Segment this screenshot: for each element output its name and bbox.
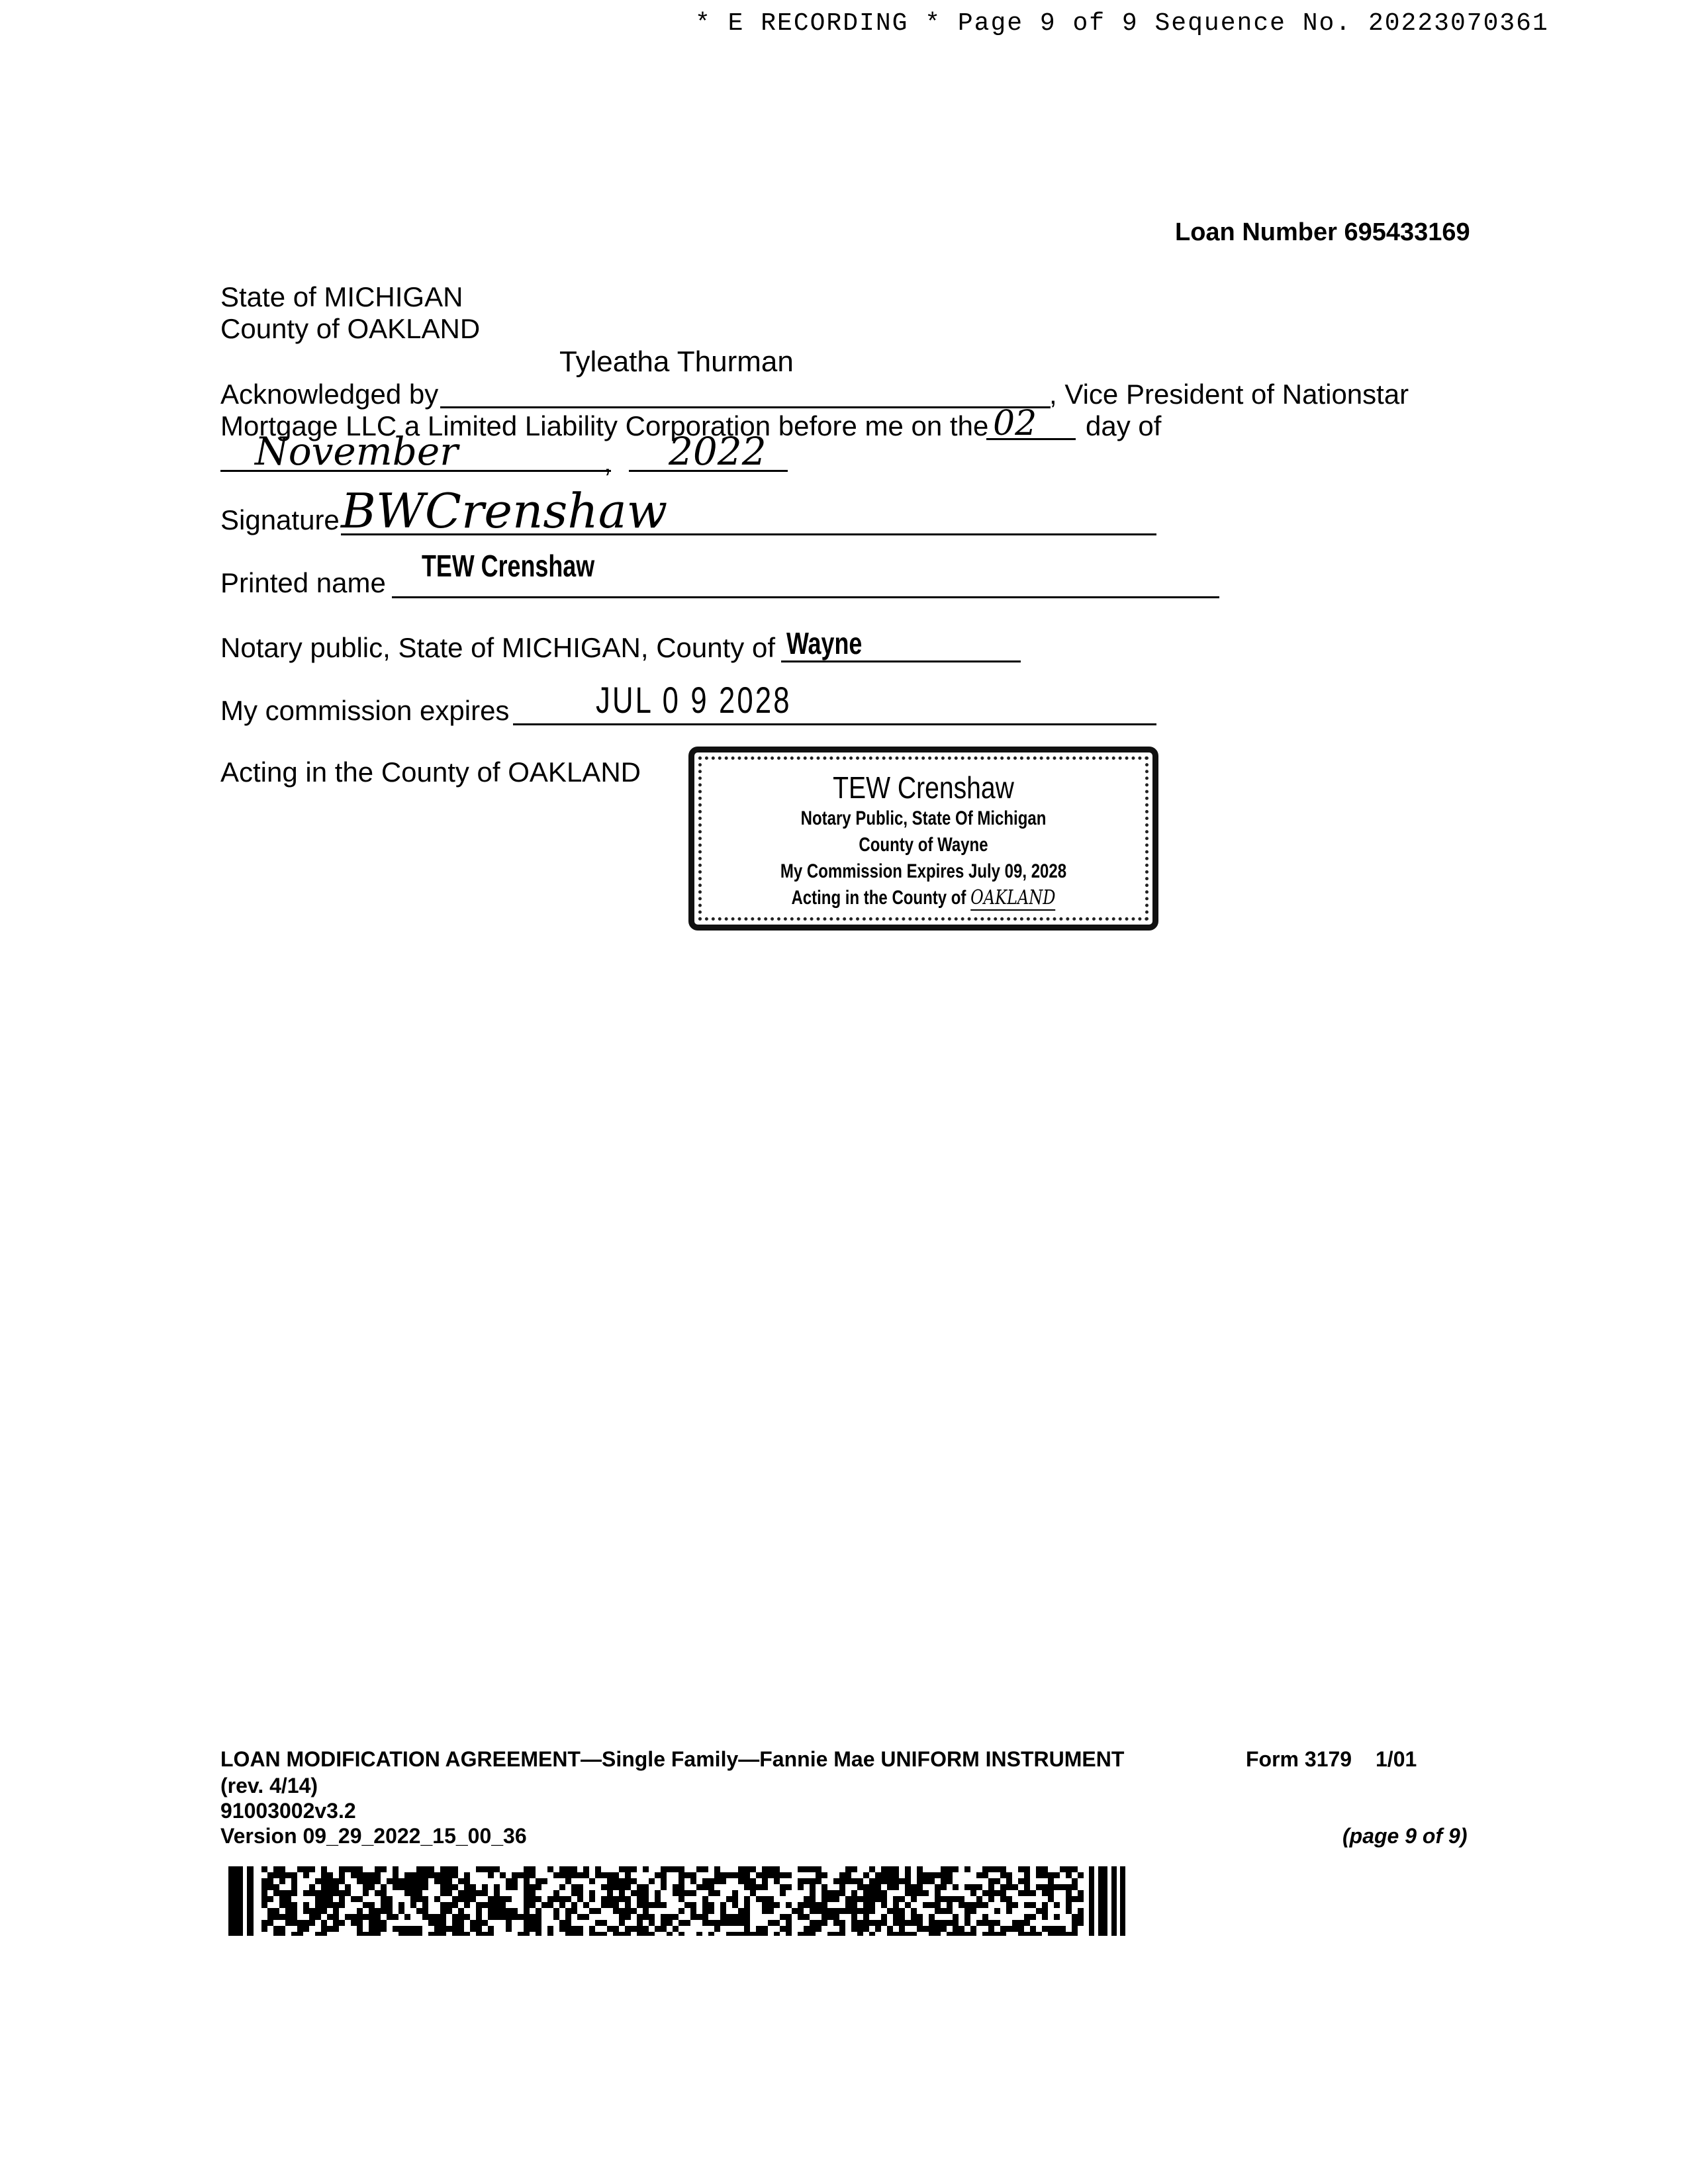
commission-value: JUL 0 9 2028	[596, 679, 792, 721]
signature-line	[341, 533, 1156, 535]
state-line: State of MICHIGAN	[220, 281, 463, 312]
year-line	[629, 470, 788, 472]
stamp-line-4-value: OAKLAND	[970, 886, 1056, 909]
footer-page: (page 9 of 9)	[1342, 1824, 1468, 1848]
acknowledger-name: Tyleatha Thurman	[559, 345, 794, 378]
signature-value: BWCrenshaw	[341, 483, 668, 539]
recording-header: * E RECORDING * Page 9 of 9 Sequence No. 20223070361	[695, 9, 1549, 38]
barcode	[228, 1866, 1125, 1936]
printed-name-value: TEW Crenshaw	[422, 549, 595, 583]
notary-county-line	[781, 660, 1021, 662]
day-of-label: day of	[1086, 410, 1162, 441]
footer-version: Version 09_29_2022_15_00_36	[220, 1824, 527, 1848]
printed-name-line	[392, 596, 1219, 598]
day-line	[986, 438, 1076, 440]
commission-line	[513, 723, 1156, 725]
acknowledged-by-label: Acknowledged by	[220, 379, 439, 410]
stamp-line-3: My Commission Expires July 09, 2028	[780, 860, 1067, 882]
stamp-line-1: Notary Public, State Of Michigan	[800, 807, 1047, 829]
commission-label: My commission expires	[220, 695, 510, 726]
acknowledger-title: , Vice President of Nationstar	[1049, 379, 1409, 410]
stamp-line-2: County of Wayne	[859, 834, 988, 856]
stamp-line-4	[740, 885, 1107, 911]
acknowledgment-line-2: Mortgage LLC a Limited Liability Corporation before me on the	[220, 410, 989, 441]
stamp-name: TEW Crenshaw	[833, 770, 1014, 805]
footer-form-date: 1/01	[1376, 1747, 1417, 1771]
acknowledged-by-line	[440, 406, 1051, 408]
footer-doc-code: 91003002v3.2	[220, 1799, 356, 1823]
month-line	[220, 470, 611, 472]
notary-label: Notary public, State of MICHIGAN, County of	[220, 632, 775, 663]
printed-name-label: Printed name	[220, 567, 386, 598]
acting-county-label: Acting in the County of OAKLAND	[220, 756, 641, 788]
notary-stamp	[688, 747, 1158, 931]
county-line: County of OAKLAND	[220, 313, 481, 344]
footer-title: LOAN MODIFICATION AGREEMENT—Single Family—Fannie Mae UNIFORM INSTRUMENT	[220, 1747, 1125, 1771]
footer-rev: (rev. 4/14)	[220, 1774, 318, 1797]
month-comma: ,	[604, 447, 612, 478]
footer-form: Form 3179	[1246, 1747, 1352, 1771]
month-value: November	[255, 429, 458, 474]
day-value: 02	[993, 404, 1037, 443]
notary-county-value: Wayne	[786, 626, 863, 660]
stamp-line-4-label: Acting in the County of	[791, 887, 966, 909]
signature-label: Signature	[220, 504, 340, 535]
loan-number: Loan Number 695433169	[1175, 218, 1470, 246]
year-value: 2022	[669, 429, 767, 474]
